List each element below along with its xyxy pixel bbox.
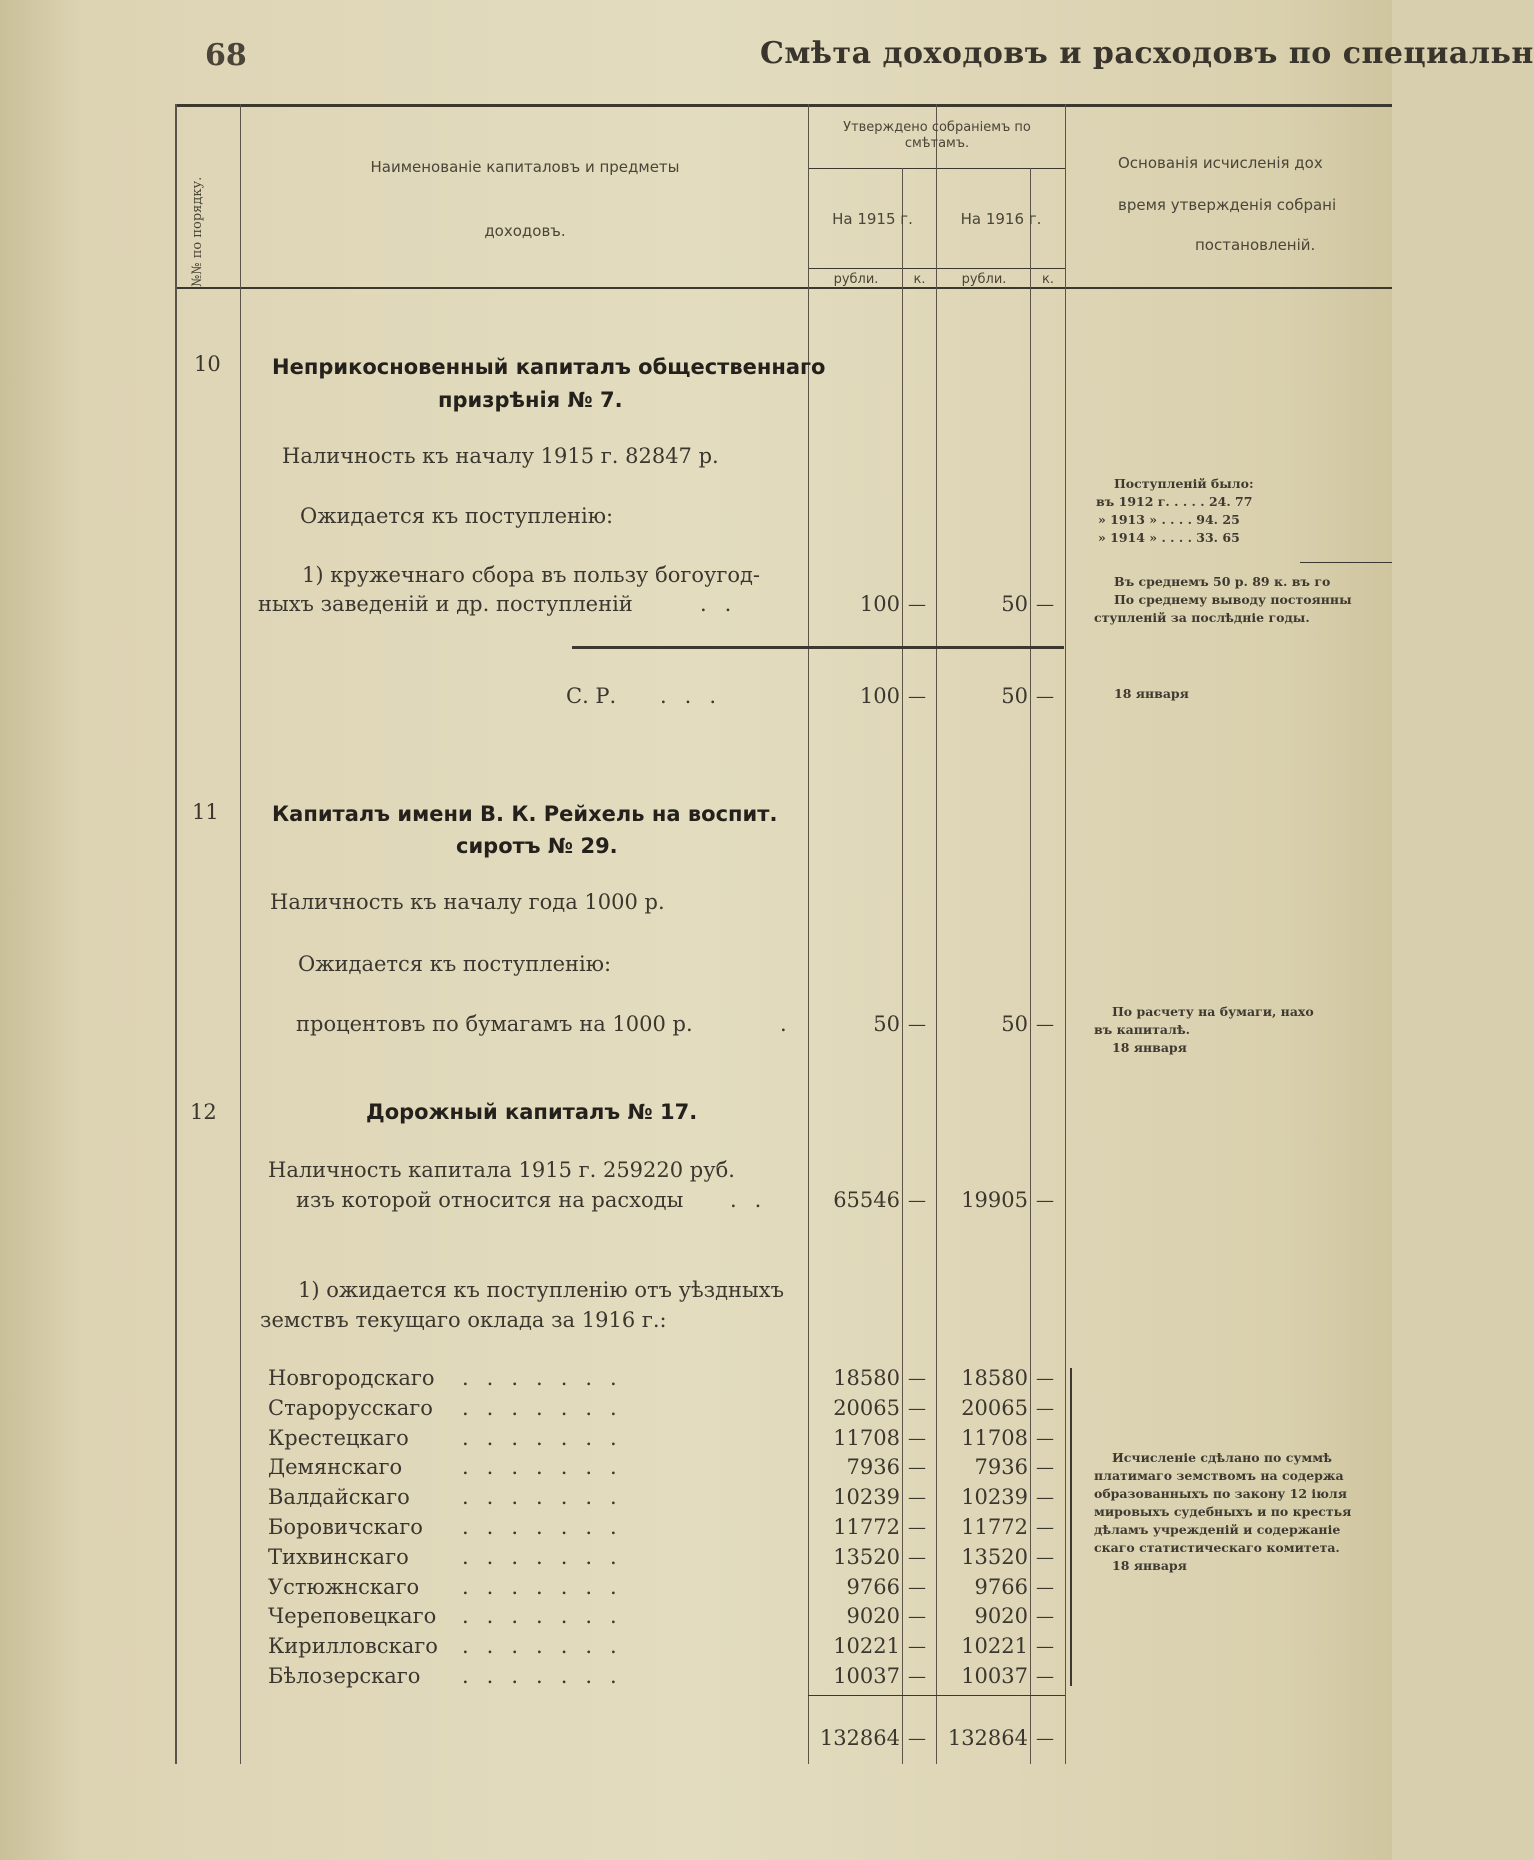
zemstvo-1915: 11772	[833, 1515, 900, 1539]
page-number: 68	[205, 38, 247, 73]
zemstvo-dots: .......	[462, 1634, 635, 1658]
table-top-rule	[175, 104, 1392, 107]
zemstvo-1915: 10239	[833, 1485, 900, 1509]
header-bottom-rule	[175, 287, 1392, 289]
section-10-sr-1915: 100	[859, 684, 900, 708]
col-rule-1	[175, 104, 177, 1764]
col-rule-5	[936, 104, 937, 1764]
section-12-1916: 19905	[961, 1188, 1028, 1212]
section-12-note-6: скаго статистическаго комитета.	[1094, 1540, 1340, 1555]
zemstvo-1916: 10221	[961, 1634, 1028, 1658]
section-12-dots: ..	[730, 1188, 780, 1212]
zemstvo-1916: 10239	[961, 1485, 1028, 1509]
zemstvo-1915-kop: —	[908, 1666, 926, 1687]
zemstvo-name: Валдайскаго	[268, 1485, 410, 1509]
zemstvo-1915-kop: —	[908, 1487, 926, 1508]
section-10-sr-1915-kop: —	[908, 686, 926, 707]
section-10-number: 10	[194, 352, 221, 376]
section-10-note-3: » 1913 » . . . . 94. 25	[1098, 512, 1240, 527]
section-12-note-2: платимаго земствомъ на содержа	[1094, 1468, 1344, 1483]
zemstvo-1916-kop: —	[1036, 1636, 1054, 1657]
section-10-sr-label: С. Р.	[566, 684, 617, 708]
zemstvo-1916-kop: —	[1036, 1457, 1054, 1478]
zemstvo-1915-kop: —	[908, 1636, 926, 1657]
header-rub-2: рубли.	[961, 272, 1007, 287]
zemstvo-name: Кирилловскаго	[268, 1634, 438, 1658]
section-10-title-2: призрѣнія № 7.	[438, 388, 623, 412]
zemstvo-name: Череповецкаго	[268, 1604, 437, 1628]
section-11-number: 11	[192, 800, 219, 824]
section-11-1915: 50	[873, 1012, 900, 1036]
header-1915: На 1915 г.	[832, 210, 913, 228]
section-12-note-5: дѣламъ учрежденій и содержаніе	[1094, 1522, 1341, 1537]
col-rule-3	[808, 104, 809, 1764]
zemstvo-1916: 18580	[961, 1366, 1028, 1390]
section-12-total-1915-kop: —	[908, 1728, 926, 1749]
section-10-note-2: въ 1912 г. . . . . 24. 77	[1096, 494, 1253, 509]
zemstvo-1916: 9766	[974, 1575, 1028, 1599]
zemstvo-1915-kop: —	[908, 1428, 926, 1449]
zemstvo-name: Устюжнскаго	[268, 1575, 420, 1599]
section-10-note-7: ступленій за послѣдніе годы.	[1094, 610, 1310, 625]
zemstvo-1916-kop: —	[1036, 1666, 1054, 1687]
zemstvo-name: Крестецкаго	[268, 1426, 409, 1450]
section-11-note-1: По расчету на бумаги, нахо	[1112, 1004, 1314, 1019]
zemstvo-1915: 18580	[833, 1366, 900, 1390]
section-12-note-date: 18 января	[1112, 1558, 1187, 1573]
section-12-total-1916-kop: —	[1036, 1728, 1054, 1749]
section-10-title-1: Неприкосновенный капиталъ общественнаго	[272, 355, 826, 379]
zemstvo-1916-kop: —	[1036, 1368, 1054, 1389]
zemstvo-dots: .......	[462, 1604, 635, 1628]
zemstvo-1916: 11772	[961, 1515, 1028, 1539]
header-name-1: Наименованіе капиталовъ и предметы	[370, 158, 680, 176]
section-10-1915-kop: —	[908, 594, 926, 615]
section-12-total-1915: 132864	[819, 1726, 900, 1750]
section-10-dots: ..	[700, 592, 750, 616]
section-11-1916-kop: —	[1036, 1014, 1054, 1035]
header-basis-2: время утвержденія собрані	[1118, 196, 1337, 214]
header-basis-3: постановленій.	[1195, 236, 1316, 254]
zemstvo-1915: 7936	[846, 1455, 900, 1479]
zemstvo-1915: 9020	[846, 1604, 900, 1628]
col-rule-6	[1030, 168, 1031, 1764]
zemstvo-1916: 13520	[961, 1545, 1028, 1569]
section-11-note-date: 18 января	[1112, 1040, 1187, 1055]
section-11-line1: Наличность къ началу года 1000 р.	[270, 890, 665, 914]
section-12-total-1916: 132864	[947, 1726, 1028, 1750]
zemstvo-dots: .......	[462, 1366, 635, 1390]
section-12-line3: 1) ожидается къ поступленію отъ уѣздныхъ	[298, 1278, 784, 1302]
section-10-1915: 100	[859, 592, 900, 616]
zemstvo-dots: .......	[462, 1396, 635, 1420]
header-kop-2: к.	[1042, 272, 1054, 287]
zemstvo-1916: 20065	[961, 1396, 1028, 1420]
zemstvo-1915: 10221	[833, 1634, 900, 1658]
header-col-no: №№ по порядку.	[190, 176, 205, 287]
zemstvo-1916-kop: —	[1036, 1577, 1054, 1598]
zemstvo-1915-kop: —	[908, 1547, 926, 1568]
zemstvo-name: Боровичскаго	[268, 1515, 423, 1539]
section-10-line4: ныхъ заведеній и др. поступленій	[258, 592, 633, 616]
zemstvo-dots: .......	[462, 1455, 635, 1479]
zemstvo-dots: .......	[462, 1515, 635, 1539]
section-10-line3: 1) кружечнаго сбора въ пользу богоугод-	[302, 563, 761, 587]
section-10-sum-rule	[572, 646, 1064, 649]
col-rule-2	[240, 104, 241, 1764]
section-10-1916: 50	[1001, 592, 1028, 616]
zemstvo-1915-kop: —	[908, 1368, 926, 1389]
section-10-note-date: 18 января	[1114, 686, 1189, 701]
section-12-total-rule	[808, 1695, 1065, 1696]
zemstvo-1915-kop: —	[908, 1606, 926, 1627]
section-11-line2: Ожидается къ поступленію:	[298, 952, 612, 976]
header-name-2: доходовъ.	[484, 222, 566, 240]
section-10-1916-kop: —	[1036, 594, 1054, 615]
section-10-sr-1916: 50	[1001, 684, 1028, 708]
section-11-note-2: въ капиталѣ.	[1094, 1022, 1190, 1037]
zemstvo-1915-kop: —	[908, 1398, 926, 1419]
section-12-1915-kop: —	[908, 1190, 926, 1211]
zemstvo-1915: 13520	[833, 1545, 900, 1569]
page-title: Смѣта доходовъ и расходовъ по специальн	[760, 36, 1534, 71]
zemstvo-dots: .......	[462, 1545, 635, 1569]
zemstvo-name: Новгородскаго	[268, 1366, 435, 1390]
zemstvo-name: Бѣлозерскаго	[268, 1664, 421, 1688]
section-12-note-3: образованныхъ по закону 12 іюля	[1094, 1486, 1347, 1501]
section-10-note-4: » 1914 » . . . . 33. 65	[1098, 530, 1240, 545]
section-10-sr-dots: ...	[660, 684, 735, 708]
section-10-sr-1916-kop: —	[1036, 686, 1054, 707]
header-rub-1: рубли.	[833, 272, 879, 287]
zemstvo-dots: .......	[462, 1575, 635, 1599]
zemstvo-1915-kop: —	[908, 1457, 926, 1478]
zemstvo-dots: .......	[462, 1426, 635, 1450]
zemstvo-name: Тихвинскаго	[268, 1545, 409, 1569]
section-12-1915: 65546	[833, 1188, 900, 1212]
section-12-1916-kop: —	[1036, 1190, 1054, 1211]
zemstvo-1916: 10037	[961, 1664, 1028, 1688]
zemstvo-1916-kop: —	[1036, 1517, 1054, 1538]
col-rule-7	[1065, 104, 1066, 1764]
zemstvo-1915: 10037	[833, 1664, 900, 1688]
zemstvo-1916-kop: —	[1036, 1428, 1054, 1449]
zemstvo-1916: 11708	[961, 1426, 1028, 1450]
zemstvo-1916-kop: —	[1036, 1606, 1054, 1627]
zemstvo-1916-kop: —	[1036, 1487, 1054, 1508]
section-10-note-rule	[1300, 562, 1392, 563]
zemstvo-name: Демянскаго	[268, 1455, 403, 1479]
zemstvo-dots: .......	[462, 1664, 635, 1688]
section-10-note-5: Въ среднемъ 50 р. 89 к. въ го	[1114, 574, 1331, 589]
zemstvo-name: Старорусскаго	[268, 1396, 433, 1420]
header-approved: Утверждено собраніемъ по смѣтамъ.	[843, 120, 1031, 151]
section-12-number: 12	[190, 1100, 217, 1124]
section-12-line2: изъ которой относится на расходы	[296, 1188, 684, 1212]
zemstvo-dots: .......	[462, 1485, 635, 1509]
section-11-line3: процентовъ по бумагамъ на 1000 р.	[296, 1012, 693, 1036]
zemstvo-1915-kop: —	[908, 1577, 926, 1598]
zemstvo-1916: 7936	[974, 1455, 1028, 1479]
section-10-line2: Ожидается къ поступленію:	[300, 504, 614, 528]
header-1916: На 1916 г.	[960, 210, 1042, 228]
header-kop-1: к.	[913, 272, 926, 287]
section-10-note-6: По среднему выводу постоянны	[1114, 592, 1352, 607]
section-12-line4: земствъ текущаго оклада за 1916 г.:	[260, 1308, 667, 1332]
section-12-note-4: мировыхъ судебныхъ и по крестья	[1094, 1504, 1352, 1519]
zemstvo-1915: 9766	[846, 1575, 900, 1599]
section-10-line1: Наличность къ началу 1915 г. 82847 р.	[282, 444, 719, 468]
col-rule-4	[902, 168, 903, 1764]
zemstvo-1916-kop: —	[1036, 1547, 1054, 1568]
zemstvo-1916: 9020	[974, 1604, 1028, 1628]
section-10-note-1: Поступленій было:	[1114, 476, 1254, 491]
zemstvo-1915-kop: —	[908, 1517, 926, 1538]
section-12-note-1: Исчисленіе сдѣлано по суммѣ	[1112, 1450, 1332, 1465]
zemstvo-1915: 20065	[833, 1396, 900, 1420]
section-11-title-1: Капиталъ имени В. К. Рейхель на воспит.	[272, 802, 778, 826]
section-12-title: Дорожный капиталъ № 17.	[366, 1100, 698, 1124]
section-11-dots: .	[780, 1012, 805, 1036]
section-11-title-2: сиротъ № 29.	[456, 834, 618, 858]
section-11-1915-kop: —	[908, 1014, 926, 1035]
zemstvo-1916-kop: —	[1036, 1398, 1054, 1419]
zemstvo-1915: 11708	[833, 1426, 900, 1450]
header-basis-1: Основанія исчисленія дох	[1118, 154, 1323, 172]
section-12-line1: Наличность капитала 1915 г. 259220 руб.	[268, 1158, 735, 1182]
section-12-bracket	[1070, 1368, 1072, 1686]
section-11-1916: 50	[1001, 1012, 1028, 1036]
